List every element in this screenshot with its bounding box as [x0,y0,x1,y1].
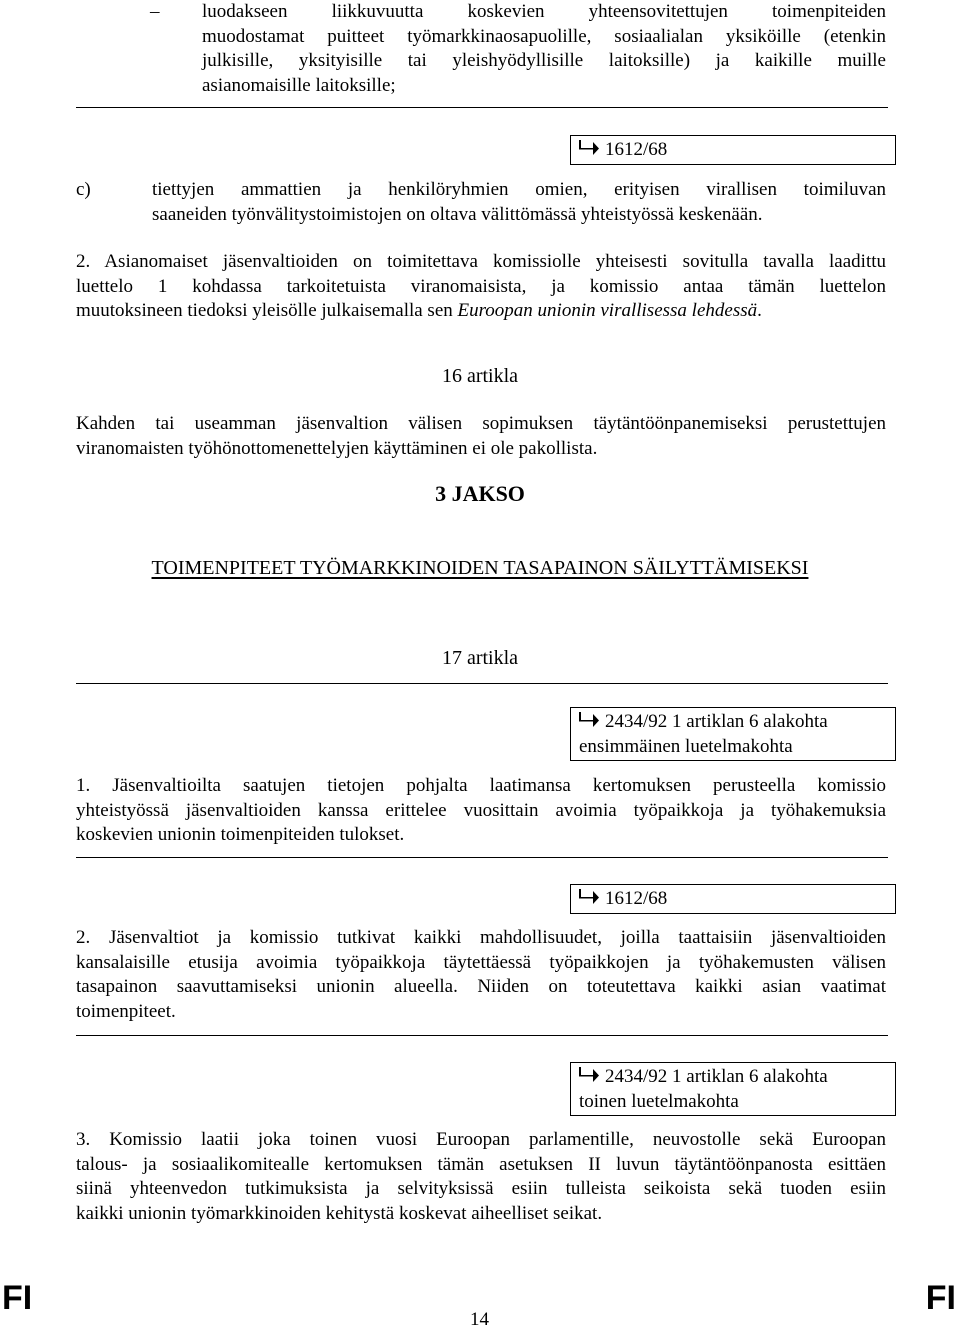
paragraph-line: yhteistyössä jäsenvaltioiden kanssa erittelee vuosittain avoimia työpaikkoja ja työhakemuksia [76,799,886,821]
reference-box [570,1062,896,1116]
intro-line: asianomaisille laitoksille; [202,74,396,96]
paragraph-line: 1. Jäsenvaltioilta saatujen tietojen pohjalta laatimansa kertomuksen perusteella komissio [76,775,886,796]
intro-line: muodostamat puitteet työmarkkinaosapuolille, sosiaalialan yksiköille (etenkin [202,25,886,47]
paragraph-text: muutoksineen tiedoksi yleisölle julkaisemalla sen [76,300,458,322]
reference-text: 2434/92 1 artiklan 6 alakohta [605,1066,828,1087]
reference-text: 1612/68 [605,139,668,160]
reference-text: toinen luetelmakohta [579,1090,739,1112]
section-heading: 3 JAKSO [435,481,525,506]
separator-line [76,107,888,108]
article-17-heading: 17 artikla [441,647,519,669]
page-number: 14 [470,1309,489,1330]
item-c [152,178,886,227]
paragraph-line: 2. Jäsenvaltiot ja komissio tutkivat kaikki mahdollisuudet, joilla taattaisiin jäsenvaltioiden [76,927,886,948]
separator-line [76,683,888,684]
paragraph-line: 2. Asianomaiset jäsenvaltioiden on toimitettava komissiolle yhteisesti sovitulla tavalla laadittu [76,251,886,272]
item-c-label: c) [76,179,91,200]
reference-box [570,135,896,165]
section-title: TOIMENPITEET TYÖMARKKINOIDEN TASAPAINON SÄILYTTÄMISEKSI [151,557,809,579]
arrow-down-icon [579,889,599,905]
arrow-down-icon [579,712,599,728]
arrow-down-icon [579,1067,599,1083]
paragraph-line: siinä yhteenvedon tutkimuksista ja selvityksissä esiin tulleista seikoista sekä tuoden esiin [76,1178,886,1200]
footer-language-left: FI [2,1279,33,1317]
paragraph-line: 3. Komissio laatii joka toinen vuosi Euroopan parlamentille, neuvostolle sekä Euroopan [76,1129,886,1150]
paragraph-line: talous- ja sosiaalikomitealle kertomuksen tämän asetuksen II luvun täytäntöönpanosta esittäen [76,1153,886,1175]
reference-text: 1612/68 [605,888,668,909]
intro-item [202,0,886,98]
paragraph-line: kansalaisille etusija avoimia työpaikkoja täytettäessä työpaikkojen ja työhakemusten välisen [76,951,886,973]
intro-line: luodakseen liikkuvuutta koskevien yhteensovitettujen toimenpiteiden [202,1,886,22]
article-17-paragraph-1 [76,774,886,848]
paragraph-line: viranomaisten työhönottomenettelyjen käyttäminen ei ole pakollista. [76,437,598,459]
separator-line [76,1035,888,1036]
arrow-down-icon [579,140,599,156]
paragraph-text: . [757,300,762,322]
reference-text: ensimmäinen luetelmakohta [579,735,793,757]
item-c-line: tiettyjen ammattien ja henkilöryhmien omien, erityisen virallisen toimiluvan [152,179,886,200]
intro-line: julkisille, yksityisille tai yleishyödyllisille laitoksille) ja kaikille muille [202,50,886,72]
paragraph-line [76,299,886,324]
paragraph-line: Kahden tai useamman jäsenvaltion välisen sopimuksen täytäntöönpanemiseksi perustettujen [76,413,886,434]
article-17-paragraph-2 [76,926,886,1024]
paragraph-line: kaikki unionin työmarkkinoiden kehitystä koskevat aiheelliset seikat. [76,1202,603,1224]
intro-dash: – [150,1,160,22]
paragraph-line: luettelo 1 kohdassa tarkoitetuista viranomaisista, ja komissio antaa tämän luettelon [76,275,886,297]
paragraph-2 [76,250,886,324]
journal-name: Euroopan unionin virallisessa lehdessä [457,300,758,322]
item-c-line: saaneiden työnvälitystoimistojen on oltava välittömässä yhteistyössä keskenään. [152,203,763,225]
reference-box [570,884,896,914]
separator-line [76,857,888,858]
reference-text: 2434/92 1 artiklan 6 alakohta [605,711,828,732]
footer-language-right: FI [925,1279,956,1317]
article-16-text [76,412,886,461]
paragraph-line: tasapainon saavuttamiseksi unionin alueella. Niiden on toteutettava kaikki asian vaatimat [76,976,886,998]
reference-box [570,707,896,761]
article-16-heading: 16 artikla [441,365,519,387]
paragraph-line: toimenpiteet. [76,1000,176,1022]
article-17-paragraph-3 [76,1128,886,1226]
paragraph-line: koskevien unionin toimenpiteiden tulokset. [76,824,405,846]
